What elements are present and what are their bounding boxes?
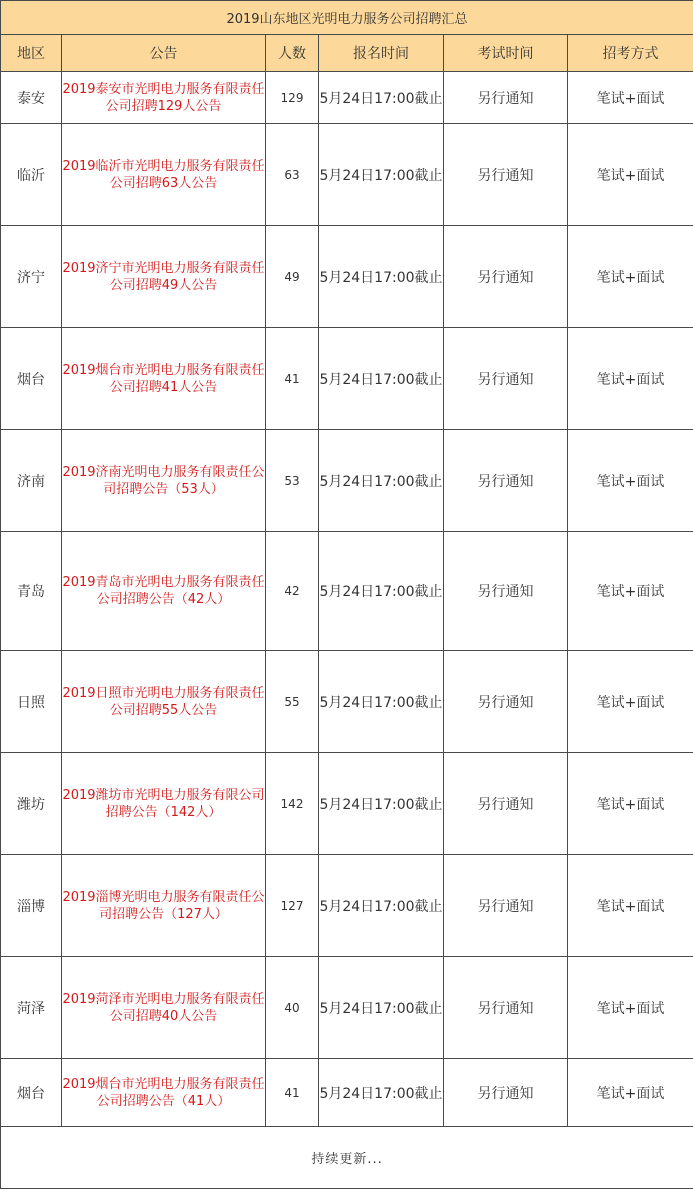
- region-cell: 菏泽: [1, 957, 62, 1059]
- table-row: [1, 430, 693, 532]
- count-cell: 40: [266, 957, 319, 1059]
- table-row: [1, 226, 693, 328]
- table-row: [1, 753, 693, 855]
- deadline-cell: 5月24日17:00截止: [319, 753, 444, 855]
- table-row: [1, 1059, 693, 1127]
- deadline-cell: 5月24日17:00截止: [319, 651, 444, 753]
- region-cell: 潍坊: [1, 753, 62, 855]
- notice-cell: [62, 72, 266, 124]
- notice-link[interactable]: 2019烟台市光明电力服务有限责任公司招聘41人公告: [62, 362, 265, 395]
- deadline-cell: 5月24日17:00截止: [319, 72, 444, 124]
- count-cell: 129: [266, 72, 319, 124]
- column-header-method: 招考方式: [568, 35, 693, 72]
- notice-cell: [62, 430, 266, 532]
- notice-link[interactable]: 2019日照市光明电力服务有限责任公司招聘55人公告: [62, 685, 265, 718]
- notice-link[interactable]: 2019济宁市光明电力服务有限责任公司招聘49人公告: [62, 260, 265, 293]
- column-header-region: 地区: [1, 35, 62, 72]
- method-cell: 笔试+面试: [568, 957, 693, 1059]
- table-row: [1, 957, 693, 1059]
- exam-time-cell: 另行通知: [444, 430, 568, 532]
- count-cell: 53: [266, 430, 319, 532]
- deadline-cell: 5月24日17:00截止: [319, 226, 444, 328]
- notice-cell: [62, 753, 266, 855]
- exam-time-cell: 另行通知: [444, 328, 568, 430]
- table-row: [1, 72, 693, 124]
- deadline-cell: 5月24日17:00截止: [319, 957, 444, 1059]
- method-cell: 笔试+面试: [568, 532, 693, 651]
- table-row: [1, 855, 693, 957]
- notice-link[interactable]: 2019临沂市光明电力服务有限责任公司招聘63人公告: [62, 158, 265, 191]
- region-cell: 泰安: [1, 72, 62, 124]
- table-row: [1, 532, 693, 651]
- method-cell: 笔试+面试: [568, 430, 693, 532]
- method-cell: 笔试+面试: [568, 753, 693, 855]
- count-cell: 127: [266, 855, 319, 957]
- count-cell: 63: [266, 124, 319, 226]
- method-cell: 笔试+面试: [568, 226, 693, 328]
- notice-cell: [62, 124, 266, 226]
- exam-time-cell: 另行通知: [444, 855, 568, 957]
- notice-cell: [62, 226, 266, 328]
- title-row: [1, 1, 693, 35]
- method-cell: 笔试+面试: [568, 1059, 693, 1127]
- notice-link[interactable]: 2019淄博光明电力服务有限责任公司招聘公告（127人）: [62, 889, 265, 922]
- deadline-cell: 5月24日17:00截止: [319, 1059, 444, 1127]
- region-cell: 济南: [1, 430, 62, 532]
- exam-time-cell: 另行通知: [444, 72, 568, 124]
- count-cell: 49: [266, 226, 319, 328]
- table-row: [1, 328, 693, 430]
- method-cell: 笔试+面试: [568, 72, 693, 124]
- header-row: [1, 35, 693, 72]
- method-cell: 笔试+面试: [568, 328, 693, 430]
- count-cell: 41: [266, 1059, 319, 1127]
- exam-time-cell: 另行通知: [444, 753, 568, 855]
- region-cell: 烟台: [1, 1059, 62, 1127]
- exam-time-cell: 另行通知: [444, 957, 568, 1059]
- footer-row: [1, 1127, 693, 1189]
- notice-link[interactable]: 2019济南光明电力服务有限责任公司招聘公告（53人）: [62, 464, 265, 497]
- region-cell: 济宁: [1, 226, 62, 328]
- count-cell: 42: [266, 532, 319, 651]
- method-cell: 笔试+面试: [568, 651, 693, 753]
- table-row: [1, 651, 693, 753]
- exam-time-cell: 另行通知: [444, 532, 568, 651]
- column-header-count: 人数: [266, 35, 319, 72]
- method-cell: 笔试+面试: [568, 855, 693, 957]
- count-cell: 55: [266, 651, 319, 753]
- deadline-cell: 5月24日17:00截止: [319, 124, 444, 226]
- notice-link[interactable]: 2019潍坊市光明电力服务有限公司招聘公告（142人）: [62, 787, 265, 820]
- notice-cell: [62, 651, 266, 753]
- region-cell: 烟台: [1, 328, 62, 430]
- notice-cell: [62, 855, 266, 957]
- notice-link[interactable]: 2019菏泽市光明电力服务有限责任公司招聘40人公告: [62, 991, 265, 1024]
- notice-cell: [62, 532, 266, 651]
- exam-time-cell: 另行通知: [444, 226, 568, 328]
- column-header-notice: 公告: [62, 35, 266, 72]
- table-row: [1, 124, 693, 226]
- region-cell: 青岛: [1, 532, 62, 651]
- exam-time-cell: 另行通知: [444, 651, 568, 753]
- count-cell: 41: [266, 328, 319, 430]
- column-header-exam: 考试时间: [444, 35, 568, 72]
- table-title: 2019山东地区光明电力服务公司招聘汇总: [1, 1, 693, 35]
- notice-link[interactable]: 2019泰安市光明电力服务有限责任公司招聘129人公告: [62, 81, 265, 114]
- notice-cell: [62, 328, 266, 430]
- region-cell: 日照: [1, 651, 62, 753]
- method-cell: 笔试+面试: [568, 124, 693, 226]
- deadline-cell: 5月24日17:00截止: [319, 430, 444, 532]
- exam-time-cell: 另行通知: [444, 124, 568, 226]
- notice-cell: [62, 1059, 266, 1127]
- count-cell: 142: [266, 753, 319, 855]
- region-cell: 淄博: [1, 855, 62, 957]
- column-header-deadline: 报名时间: [319, 35, 444, 72]
- region-cell: 临沂: [1, 124, 62, 226]
- notice-cell: [62, 957, 266, 1059]
- continue-updating-note: 持续更新...: [1, 1127, 693, 1189]
- deadline-cell: 5月24日17:00截止: [319, 855, 444, 957]
- notice-link[interactable]: 2019烟台市光明电力服务有限责任公司招聘公告（41人）: [62, 1076, 265, 1109]
- deadline-cell: 5月24日17:00截止: [319, 328, 444, 430]
- exam-time-cell: 另行通知: [444, 1059, 568, 1127]
- deadline-cell: 5月24日17:00截止: [319, 532, 444, 651]
- notice-link[interactable]: 2019青岛市光明电力服务有限责任公司招聘公告（42人）: [62, 575, 265, 607]
